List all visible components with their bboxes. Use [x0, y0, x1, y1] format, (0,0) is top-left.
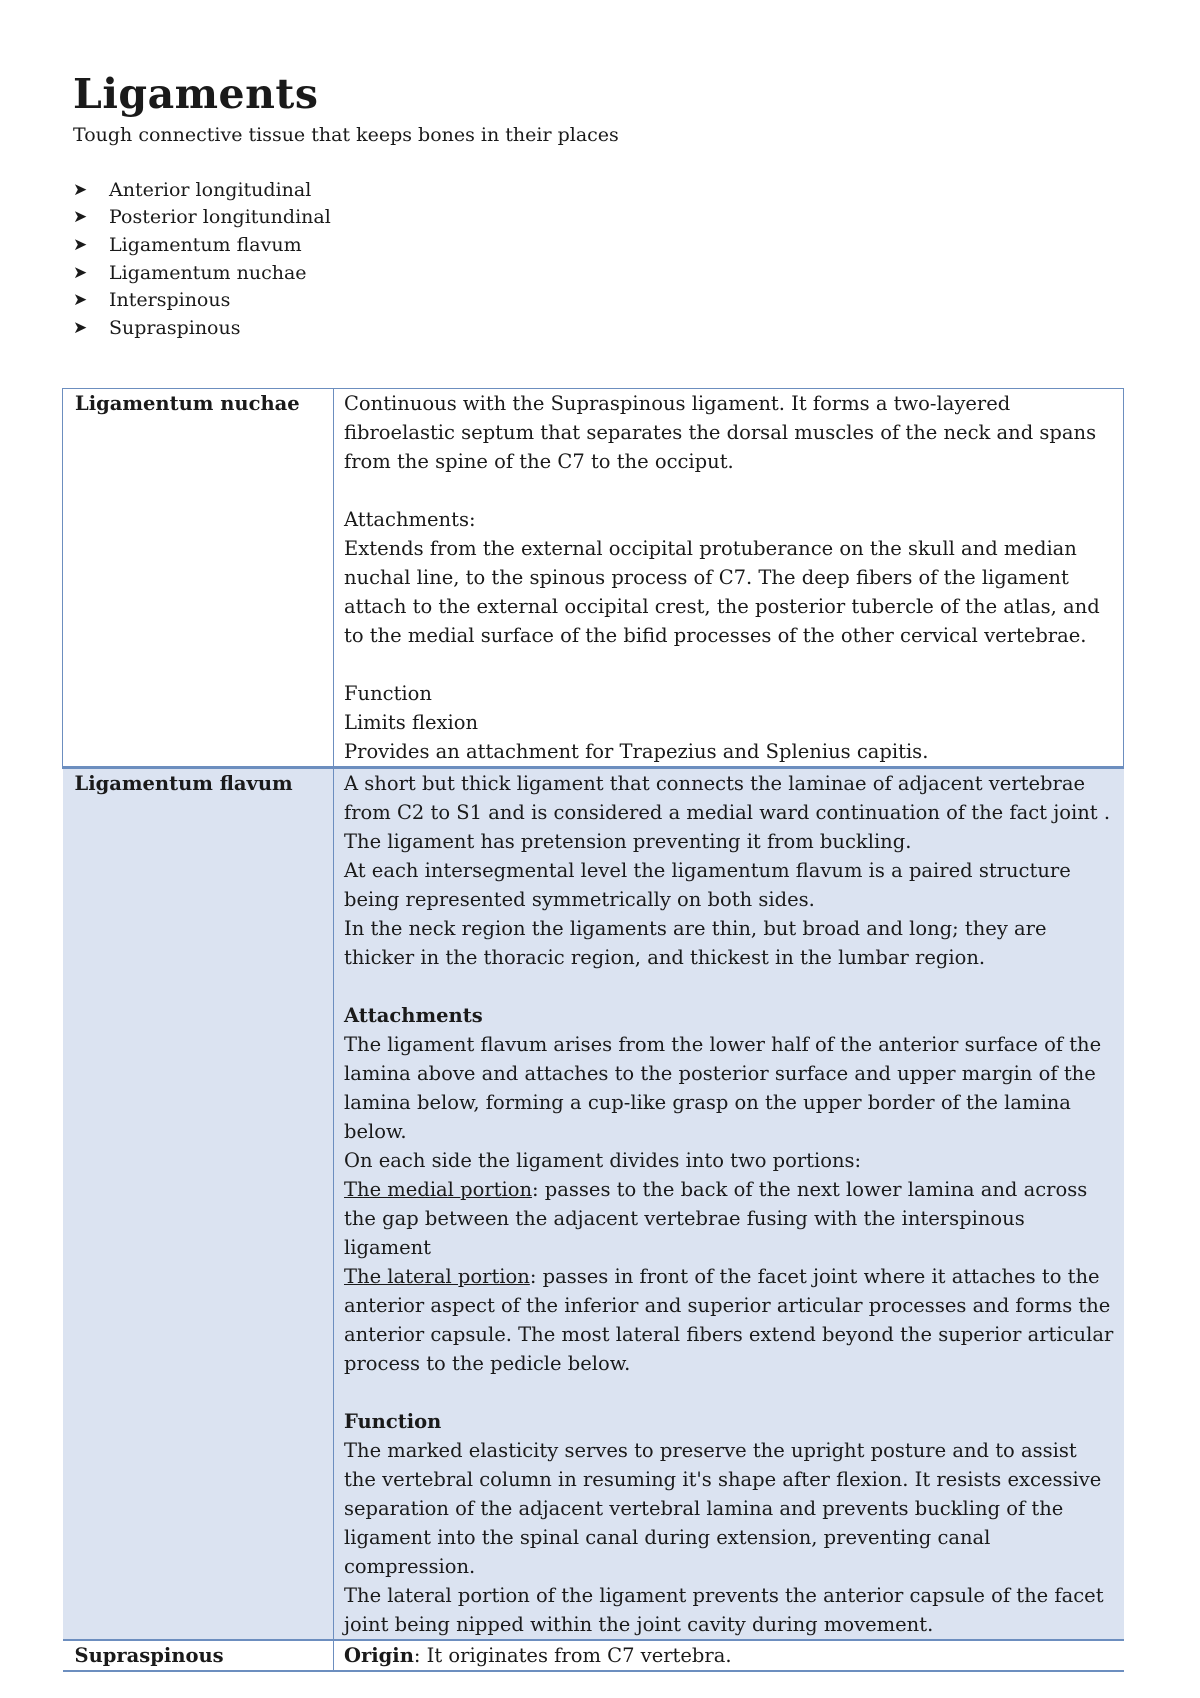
flavum-function-heading: Function [344, 1410, 442, 1433]
flavum-paragraph: At each intersegmental level the ligamentum flavum is a paired structure being represented symmetrically on both sides. [344, 859, 1071, 911]
page-title: Ligaments [73, 70, 319, 118]
page-subtitle: Tough connective tissue that keeps bones in their places [73, 124, 619, 146]
nuchae-function-line: Provides an attachment for Trapezius and Splenius capitis. [344, 740, 929, 763]
flavum-paragraph: In the neck region the ligaments are thin, but broad and long; they are thicker in the thoracic region, and thickest in the lumbar region. [344, 917, 1047, 969]
lateral-portion-text: : passes in front of the facet joint where it attaches to the anterior aspect of the inferior and superior articular processes and forms the anterior capsule. The most lateral fibers extend beyond the superior articular process to the pedicle below. [344, 1265, 1114, 1375]
flavum-function-text: The lateral portion of the ligament prevents the anterior capsule of the facet joint being nipped within the joint cavity during movement. [344, 1584, 1104, 1636]
arrowhead-bullet-icon: ➤ [73, 290, 88, 311]
nuchae-function-heading: Function [344, 682, 432, 705]
flavum-attachments-text: The ligament flavum arises from the lower half of the anterior surface of the lamina above and attaches to the posterior surface and upper margin of the lamina below, forming a cup-like grasp on the upper border of the lamina below. [344, 1033, 1102, 1143]
row-description [334, 1640, 1124, 1671]
arrowhead-bullet-icon: ➤ [73, 207, 88, 228]
list-item: ➤ Interspinous [73, 289, 231, 312]
arrowhead-bullet-icon: ➤ [73, 179, 88, 200]
list-item: ➤ Ligamentum flavum [73, 233, 302, 256]
origin-label: Origin [344, 1644, 414, 1667]
flavum-medial-portion [344, 1175, 1114, 1262]
list-item: ➤ Supraspinous [73, 316, 241, 339]
table-row-flavum [63, 768, 1124, 1641]
row-label: Ligamentum nuchae [63, 389, 334, 768]
ligament-table [62, 388, 1124, 1672]
origin-text: : It originates from C7 vertebra. [413, 1644, 732, 1667]
nuchae-attachments-heading: Attachments: [344, 508, 476, 531]
medial-portion-text: : passes to the back of the next lower lamina and across the gap between the adjacent vertebrae fusing with the interspinous ligament [344, 1178, 1088, 1259]
nuchae-function-line: Limits flexion [344, 711, 479, 734]
arrowhead-bullet-icon: ➤ [73, 317, 88, 338]
list-item: ➤ Posterior longitundinal [73, 206, 331, 229]
lateral-portion-label: The lateral portion [344, 1265, 530, 1288]
row-label: Ligamentum flavum [63, 768, 334, 1641]
list-item: ➤ Anterior longitudinal [73, 178, 312, 201]
flavum-paragraph: A short but thick ligament that connects the laminae of adjacent vertebrae from C2 to S1 and is considered a medial ward continuation of the fact joint . [344, 772, 1111, 824]
list-item: ➤ Ligamentum nuchae [73, 261, 307, 284]
flavum-paragraph: The ligament has pretension preventing it from buckling. [344, 830, 912, 853]
arrowhead-bullet-icon: ➤ [73, 234, 88, 255]
flavum-portions-intro: On each side the ligament divides into two portions: [344, 1149, 862, 1172]
row-description [334, 768, 1124, 1641]
nuchae-attachments-text: Extends from the external occipital protuberance on the skull and median nuchal line, to the spinous process of C7. The deep fibers of the ligament attach to the external occipital crest, the posterior tubercle of the atlas, and to the medial surface of the bifid processes of the other cervical vertebrae. [344, 537, 1100, 647]
row-description [334, 389, 1124, 768]
flavum-attachments-heading: Attachments [344, 1004, 483, 1027]
row-label: Supraspinous [63, 1640, 334, 1671]
flavum-function-text: The marked elasticity serves to preserve the upright posture and to assist the vertebral column in resuming it's shape after flexion. It resists excessive separation of the adjacent vertebral lamina and prevents buckling of the ligament into the spinal canal during extension, preventing canal compression. [344, 1439, 1102, 1578]
table-row-supraspinous [63, 1640, 1124, 1671]
medial-portion-label: The medial portion [344, 1178, 533, 1201]
arrowhead-bullet-icon: ➤ [73, 262, 88, 283]
nuchae-intro: Continuous with the Supraspinous ligament. It forms a two-layered fibroelastic septum that separates the dorsal muscles of the neck and spans from the spine of the C7 to the occiput. [344, 392, 1097, 473]
ligament-list [73, 176, 331, 342]
flavum-lateral-portion [344, 1262, 1114, 1378]
supra-origin [344, 1641, 1114, 1670]
table-row-nuchae [63, 389, 1124, 768]
